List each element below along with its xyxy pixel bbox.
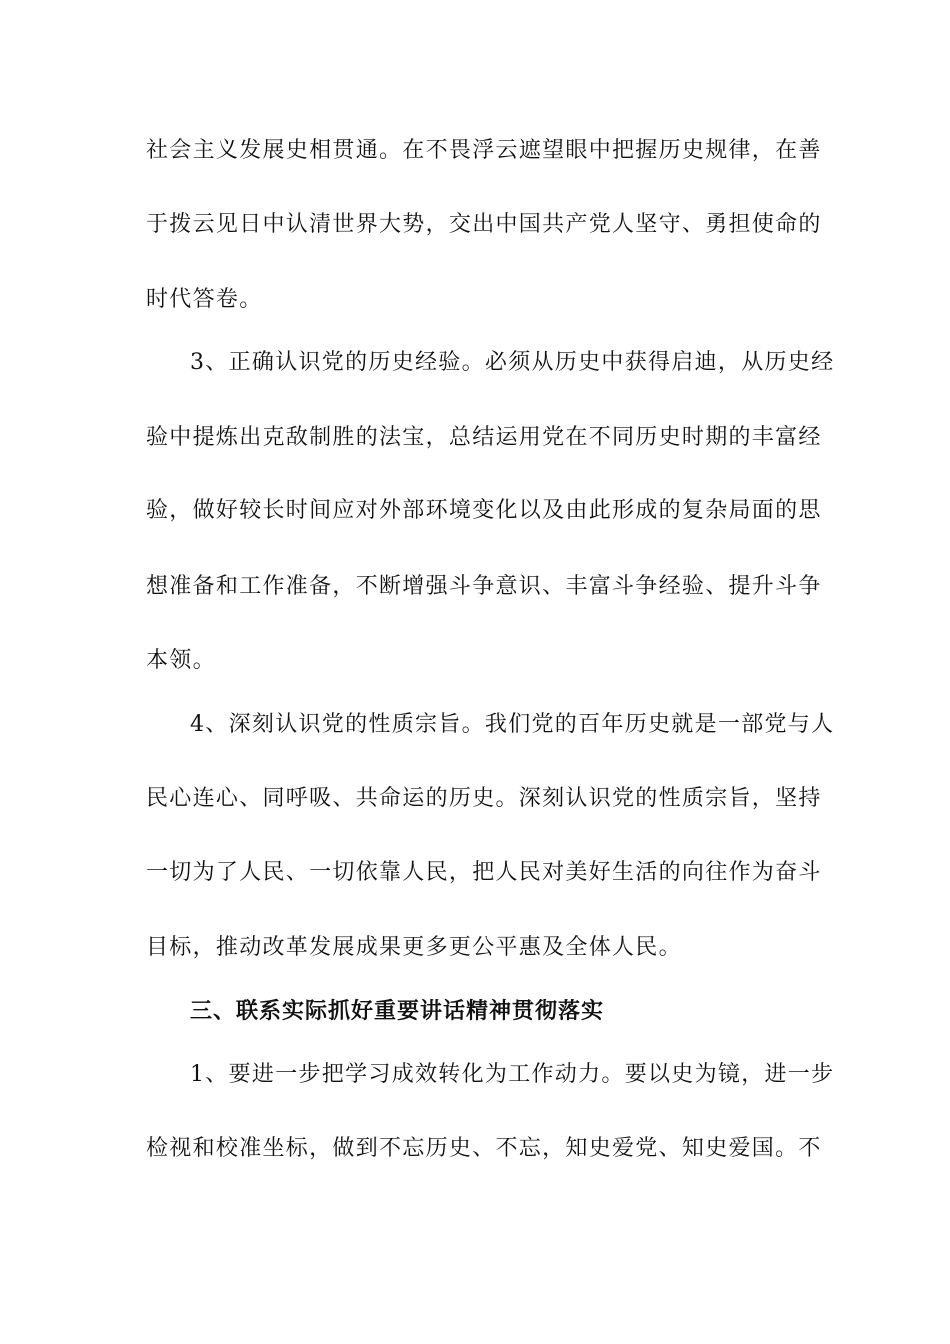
paragraph-line: 目标，推动改革发展成果更多更公平惠及全体人民。 [146,935,682,960]
paragraph-line: 时代答卷。 [146,287,263,312]
paragraph-line: 民心连心、同呼吸、共命运的历史。深刻认识党的性质宗旨，坚持 [146,786,822,811]
section-heading: 三、联系实际抓好重要讲话精神贯彻落实 [190,999,605,1024]
section-item-1-line: 1、要进一步把学习成效转化为工作动力。要以史为镜，进一步 [190,1062,835,1087]
section-item-3-line: 3、正确认识党的历史经验。必须从历史中获得启迪，从历史经 [190,350,835,375]
paragraph-line: 验，做好较长时间应对外部环境变化以及由此形成的复杂局面的思 [146,498,822,523]
section-item-4-line: 4、深刻认识党的性质宗旨。我们党的百年历史就是一部党与人 [190,712,835,737]
paragraph-line: 一切为了人民、一切依靠人民，把人民对美好生活的向往作为奋斗 [146,860,822,885]
paragraph-line: 想准备和工作准备，不断增强斗争意识、丰富斗争经验、提升斗争 [146,574,822,599]
paragraph-line: 社会主义发展史相贯通。在不畏浮云遮望眼中把握历史规律，在善 [146,138,822,163]
paragraph-line: 本领。 [146,648,216,673]
paragraph-line: 于拨云见日中认清世界大势，交出中国共产党人坚守、勇担使命的 [146,212,822,237]
paragraph-line: 验中提炼出克敌制胜的法宝，总结运用党在不同历史时期的丰富经 [146,425,822,450]
paragraph-line: 检视和校准坐标，做到不忘历史、不忘，知史爱党、知史爱国。不 [146,1136,822,1161]
